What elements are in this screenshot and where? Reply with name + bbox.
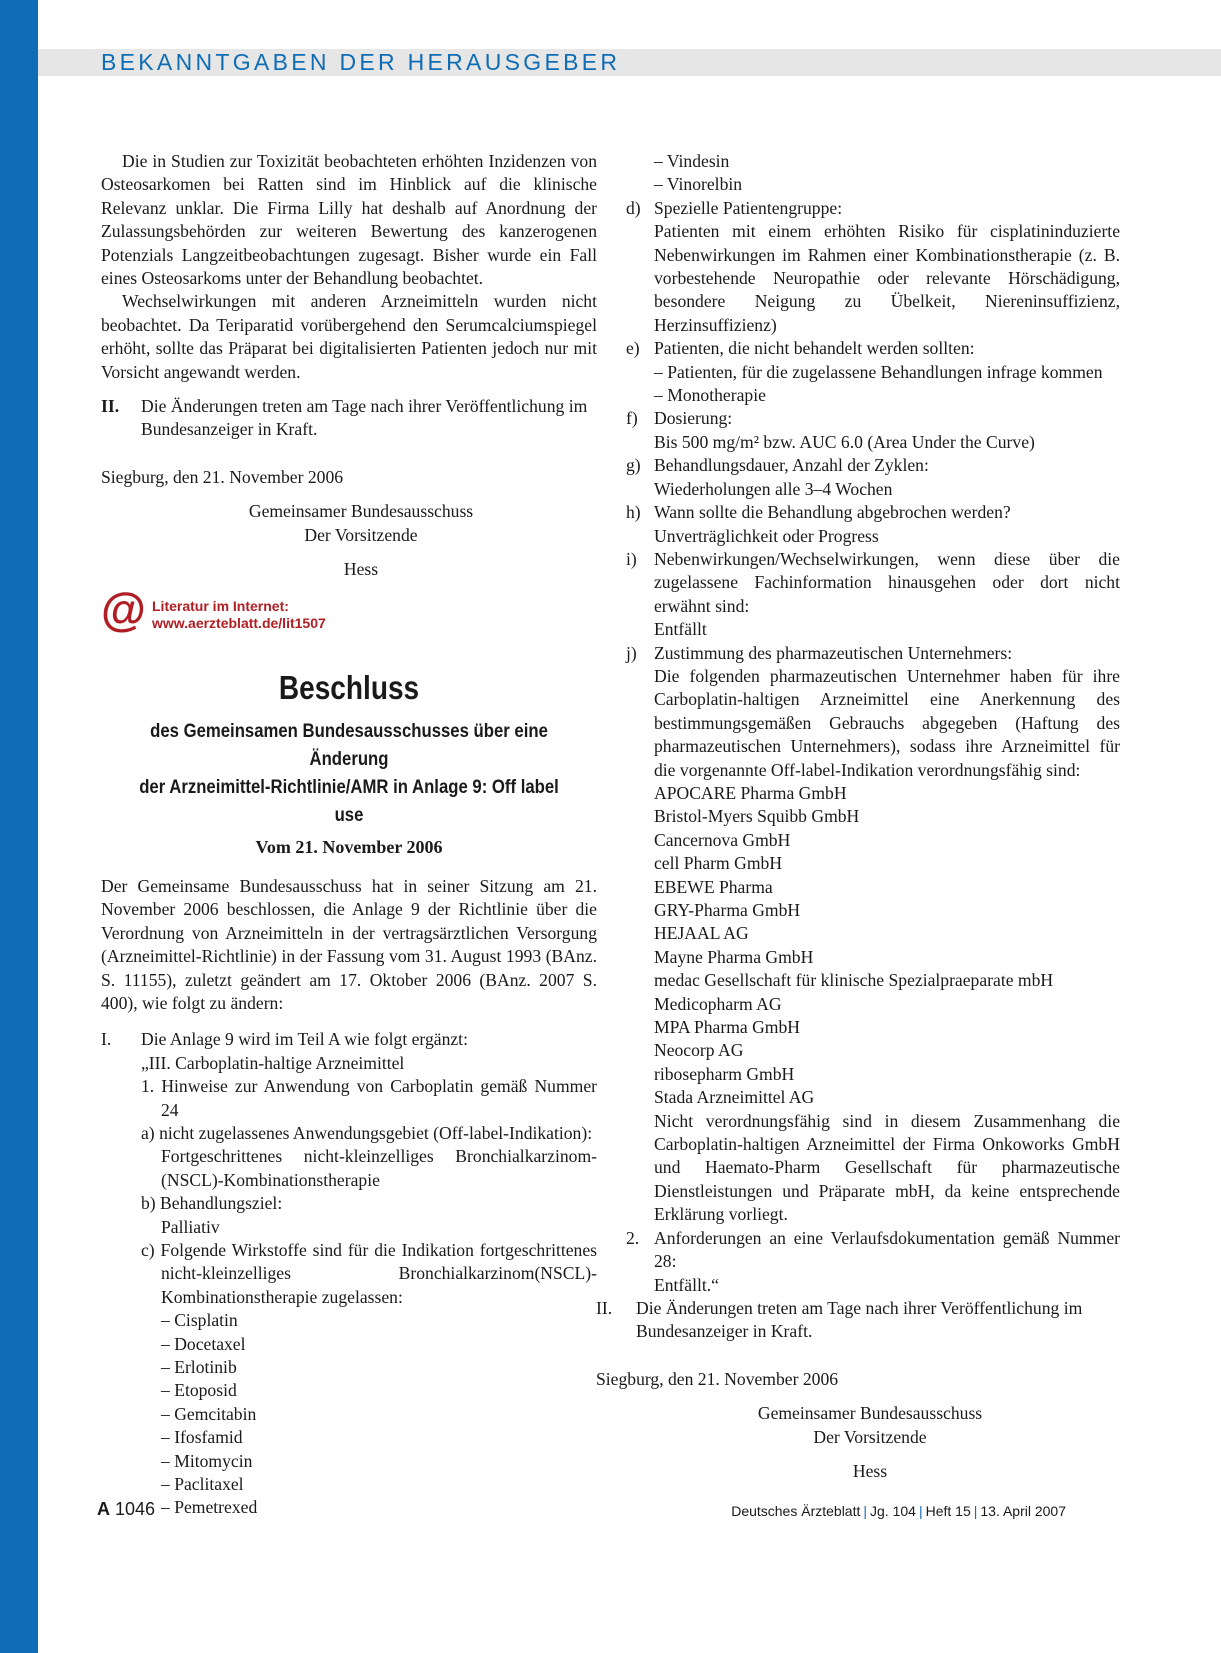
item-g (626, 454, 1120, 477)
item-e-label: e) (626, 338, 640, 359)
item-j-title: Zustimmung des pharmazeutischen Unternehmers: (654, 642, 1013, 663)
beschluss-subtitle-1: des Gemeinsamen Bundesausschusses über eine Änderung (150, 720, 548, 770)
item-e-list-1: – Patienten, für die zugelassene Behandlungen infrage kommen (654, 361, 1103, 382)
item-j-body-2: Nicht verordnungsfähig sind in diesem Zusammenhang die Carboplatin-haltigen Arzneimittel der Firma Onkoworks GmbH und Haemato-Pharm Gesellschaft für pharmazeutische Dienstleistungen und Präparate mbH, da keine entsprechende Erklärung vorliegt. (654, 1110, 1120, 1225)
list-item: Cancernova GmbH (654, 829, 791, 850)
section-i-text: Die Anlage 9 wird im Teil A wie folgt ergänzt: (141, 1029, 468, 1050)
item-2 (626, 1227, 1120, 1274)
intro-paragraph-2: Wechselwirkungen mit anderen Arzneimitteln wurden nicht beobachtet. Da Teriparatid vorübergehend den Serumcalciumspiegel erhöht, sollte das Präparat bei digitalisierten Patienten jedoch nur mit Vorsicht angewandt werden. (101, 291, 597, 382)
list-item: – Vinorelbin (654, 174, 743, 195)
journal-volume: Jg. 104 (870, 1503, 916, 1519)
journal-footer: Deutsches Ärzteblatt | Jg. 104 | Heft 15 | 13. April 2007 (731, 1503, 1066, 1519)
item-h-label: h) (626, 502, 641, 523)
list-item: GRY-Pharma GmbH (654, 900, 801, 920)
item-j (626, 642, 1120, 665)
item-2-title: Anforderungen an eine Verlaufsdokumentation gemäß Nummer 28: (654, 1227, 1120, 1272)
beschluss-date: Vom 21. November 2006 (255, 836, 443, 857)
item-e-list-2: – Monotherapie (654, 385, 766, 406)
list-item: APOCARE Pharma GmbH (654, 782, 847, 803)
beschluss-subtitle-2: der Arzneimittel-Richtlinie/AMR in Anlage 9: Off label use (139, 776, 559, 826)
place-date: Siegburg, den 21. November 2006 (596, 1368, 839, 1389)
list-item: – Ifosfamid (161, 1427, 243, 1448)
item-h-body: Unverträglichkeit oder Progress (654, 525, 879, 546)
journal-date: 13. April 2007 (980, 1503, 1066, 1519)
at-sign-icon: @ (101, 582, 146, 635)
signature-name: Hess (852, 1461, 888, 1482)
literature-url[interactable]: www.aerzteblatt.de/lit1507 (152, 614, 326, 631)
list-item: – Pemetrexed (161, 1497, 258, 1518)
item-b-title: b) Behandlungsziel: (141, 1193, 283, 1214)
right-closing (596, 1297, 1120, 1483)
item-j-label: j) (626, 642, 637, 663)
section-title: BEKANNTGABEN DER HERAUSGEBER (101, 49, 621, 75)
list-item: – Vindesin (654, 151, 730, 171)
item-f (626, 407, 1120, 430)
item-d-body: Patienten mit einem erhöhten Risiko für cisplatininduzierte Nebenwirkungen im Rahmen einer Kombinationstherapie (z. B. vorbestehende Neuropathie oder relevante Hörschädigung, besondere Neigung zu Übelkeit, Niereninsuffizienz, Herzinsuffizienz) (654, 221, 1120, 335)
place-date: Siegburg, den 21. November 2006 (101, 466, 344, 487)
item-1-title: 1. Hinweise zur Anwendung von Carboplatin gemäß Nummer 24 (141, 1076, 597, 1120)
item-i-title: Nebenwirkungen/Wechselwirkungen, wenn diese über die zugelassene Fachinformation hinausgehen oder dort nicht erwähnt sind: (654, 548, 1120, 616)
section-ii-number: II. (101, 396, 120, 417)
list-item: – Gemcitabin (161, 1403, 257, 1424)
section-ii-left (101, 395, 597, 442)
subsection-iii-title: „III. Carboplatin-haltige Arzneimittel (141, 1052, 405, 1073)
page-number-value: 1046 (115, 1499, 156, 1519)
item-h-title: Wann sollte die Behandlung abgebrochen werden? (654, 502, 1011, 523)
literature-label: Literatur im Internet: (152, 597, 289, 614)
beschluss-title: Beschluss (278, 668, 420, 706)
item-d-label: d) (626, 197, 641, 218)
list-item: Neocorp AG (654, 1040, 744, 1061)
section-ii-text: Die Änderungen treten am Tage nach ihrer Veröffentlichung im Bundesanzeiger in Kraft. (141, 396, 588, 440)
list-item: – Paclitaxel (161, 1474, 244, 1495)
item-g-body: Wiederholungen alle 3–4 Wochen (654, 478, 893, 499)
item-f-label: f) (626, 408, 638, 429)
item-g-label: g) (626, 455, 641, 476)
list-item: ribosepharm GmbH (654, 1063, 795, 1084)
list-item: Medicopharm AG (654, 993, 782, 1014)
item-i (626, 548, 1120, 618)
section-ii-number: II. (596, 1298, 613, 1318)
signature-name: Hess (343, 559, 379, 580)
signature-role: Der Vorsitzende (813, 1426, 927, 1447)
literature-link[interactable] (152, 598, 326, 632)
journal-issue: Heft 15 (925, 1503, 971, 1519)
item-2-label: 2. (626, 1227, 640, 1248)
page-number (97, 1498, 155, 1520)
list-item: MPA Pharma GmbH (654, 1017, 800, 1038)
item-f-title: Dosierung: (654, 408, 733, 429)
item-f-body: Bis 500 mg/m² bzw. AUC 6.0 (Area Under the Curve) (654, 431, 1035, 452)
list-item: – Cisplatin (161, 1310, 238, 1331)
list-item: cell Pharm GmbH (654, 853, 783, 874)
left-column (101, 150, 597, 1520)
section-ii-text: Die Änderungen treten am Tage nach ihrer Veröffentlichung im Bundesanzeiger in Kraft. (636, 1298, 1083, 1342)
item-j-body: Die folgenden pharmazeutischen Unternehmer haben für ihre Carboplatin-haltigen Arzneimittel eine Anerkennung des bestimmungsgemäßen Gebrauchs abgegeben (Haftung des pharmazeutischen Unternehmers), sodass ihre Arzneimittel für die vorgenannte Off-label-Indikation verordnungsfähig sind: (654, 665, 1120, 780)
signature-org: Gemeinsamer Bundesausschuss (248, 501, 474, 522)
item-d (626, 197, 1120, 220)
left-accent-strip (0, 0, 38, 1653)
item-g-title: Behandlungsdauer, Anzahl der Zyklen: (654, 455, 929, 476)
drug-list-continued (626, 150, 1120, 197)
item-c-title: c) Folgende Wirkstoffe sind für die Indikation fortgeschrittenes nicht-kleinzelliges Bronchialkarzinom(NSCL)-Kombinationstherapie zugelassen: (141, 1240, 597, 1307)
list-item: Mayne Pharma GmbH (654, 946, 814, 967)
beschluss-intro: Der Gemeinsame Bundesausschuss hat in seiner Sitzung am 21. November 2006 beschlossen, die Anlage 9 der Richtlinie über die Verordnung von Arzneimitteln in der vertragsärztlichen Versorgung (Arzneimittel-Richtlinie) in der Fassung vom 31. August 1993 (BAnz. S. 11155), zuletzt geändert am 17. Oktober 2006 (BAnz. 2007 S. 400), wie folgt zu ändern: (101, 875, 597, 1013)
item-2-body: Entfällt.“ (654, 1274, 719, 1295)
item-i-body: Entfällt (654, 619, 707, 640)
list-item: – Etoposid (161, 1380, 237, 1401)
drug-list (101, 1309, 597, 1520)
signature-role: Der Vorsitzende (304, 524, 418, 545)
list-item: medac Gesellschaft für klinische Spezialpraeparate mbH (654, 970, 1054, 991)
item-b-body: Palliativ (161, 1216, 220, 1237)
signature-org: Gemeinsamer Bundesausschuss (757, 1403, 983, 1424)
journal-name: Deutsches Ärzteblatt (731, 1503, 861, 1519)
item-a-title: a) nicht zugelassenes Anwendungsgebiet (Off-label-Indikation): (141, 1122, 593, 1143)
list-item: EBEWE Pharma (654, 876, 773, 897)
item-e-title: Patienten, die nicht behandelt werden sollten: (654, 338, 975, 359)
section-ii-right (596, 1297, 1120, 1344)
section-i-number: I. (101, 1029, 112, 1050)
list-item: – Docetaxel (161, 1333, 246, 1354)
right-column (626, 150, 1120, 1297)
item-h (626, 501, 1120, 524)
item-e (626, 337, 1120, 360)
list-item: Bristol-Myers Squibb GmbH (654, 806, 860, 827)
item-a-body: Fortgeschrittenes nicht-kleinzelliges Bronchialkarzinom-(NSCL)-Kombinationstherapie (161, 1146, 597, 1190)
list-item: HEJAAL AG (654, 923, 749, 944)
list-item: Stada Arzneimittel AG (654, 1087, 815, 1108)
company-list (626, 782, 1120, 1110)
page-prefix: A (97, 1499, 110, 1519)
intro-paragraph-1: Die in Studien zur Toxizität beobachteten erhöhten Inzidenzen von Osteosarkomen bei Ratten sind im Hinblick auf die klinische Relevanz unklar. Die Firma Lilly hat deshalb auf Anordnung der Zulassungsbehörden zur weiteren Bewertung des kanzerogenen Potenzials Langzeitbeobachtungen zugesagt. Bisher wurde ein Fall eines Osteosarkoms unter der Behandlung beobachtet. (101, 151, 597, 289)
item-d-title: Spezielle Patientengruppe: (654, 197, 843, 218)
section-i (101, 1028, 597, 1051)
item-i-label: i) (626, 548, 637, 569)
list-item: – Erlotinib (161, 1357, 237, 1378)
list-item: – Mitomycin (161, 1450, 253, 1471)
literature-link-box[interactable] (101, 582, 597, 650)
